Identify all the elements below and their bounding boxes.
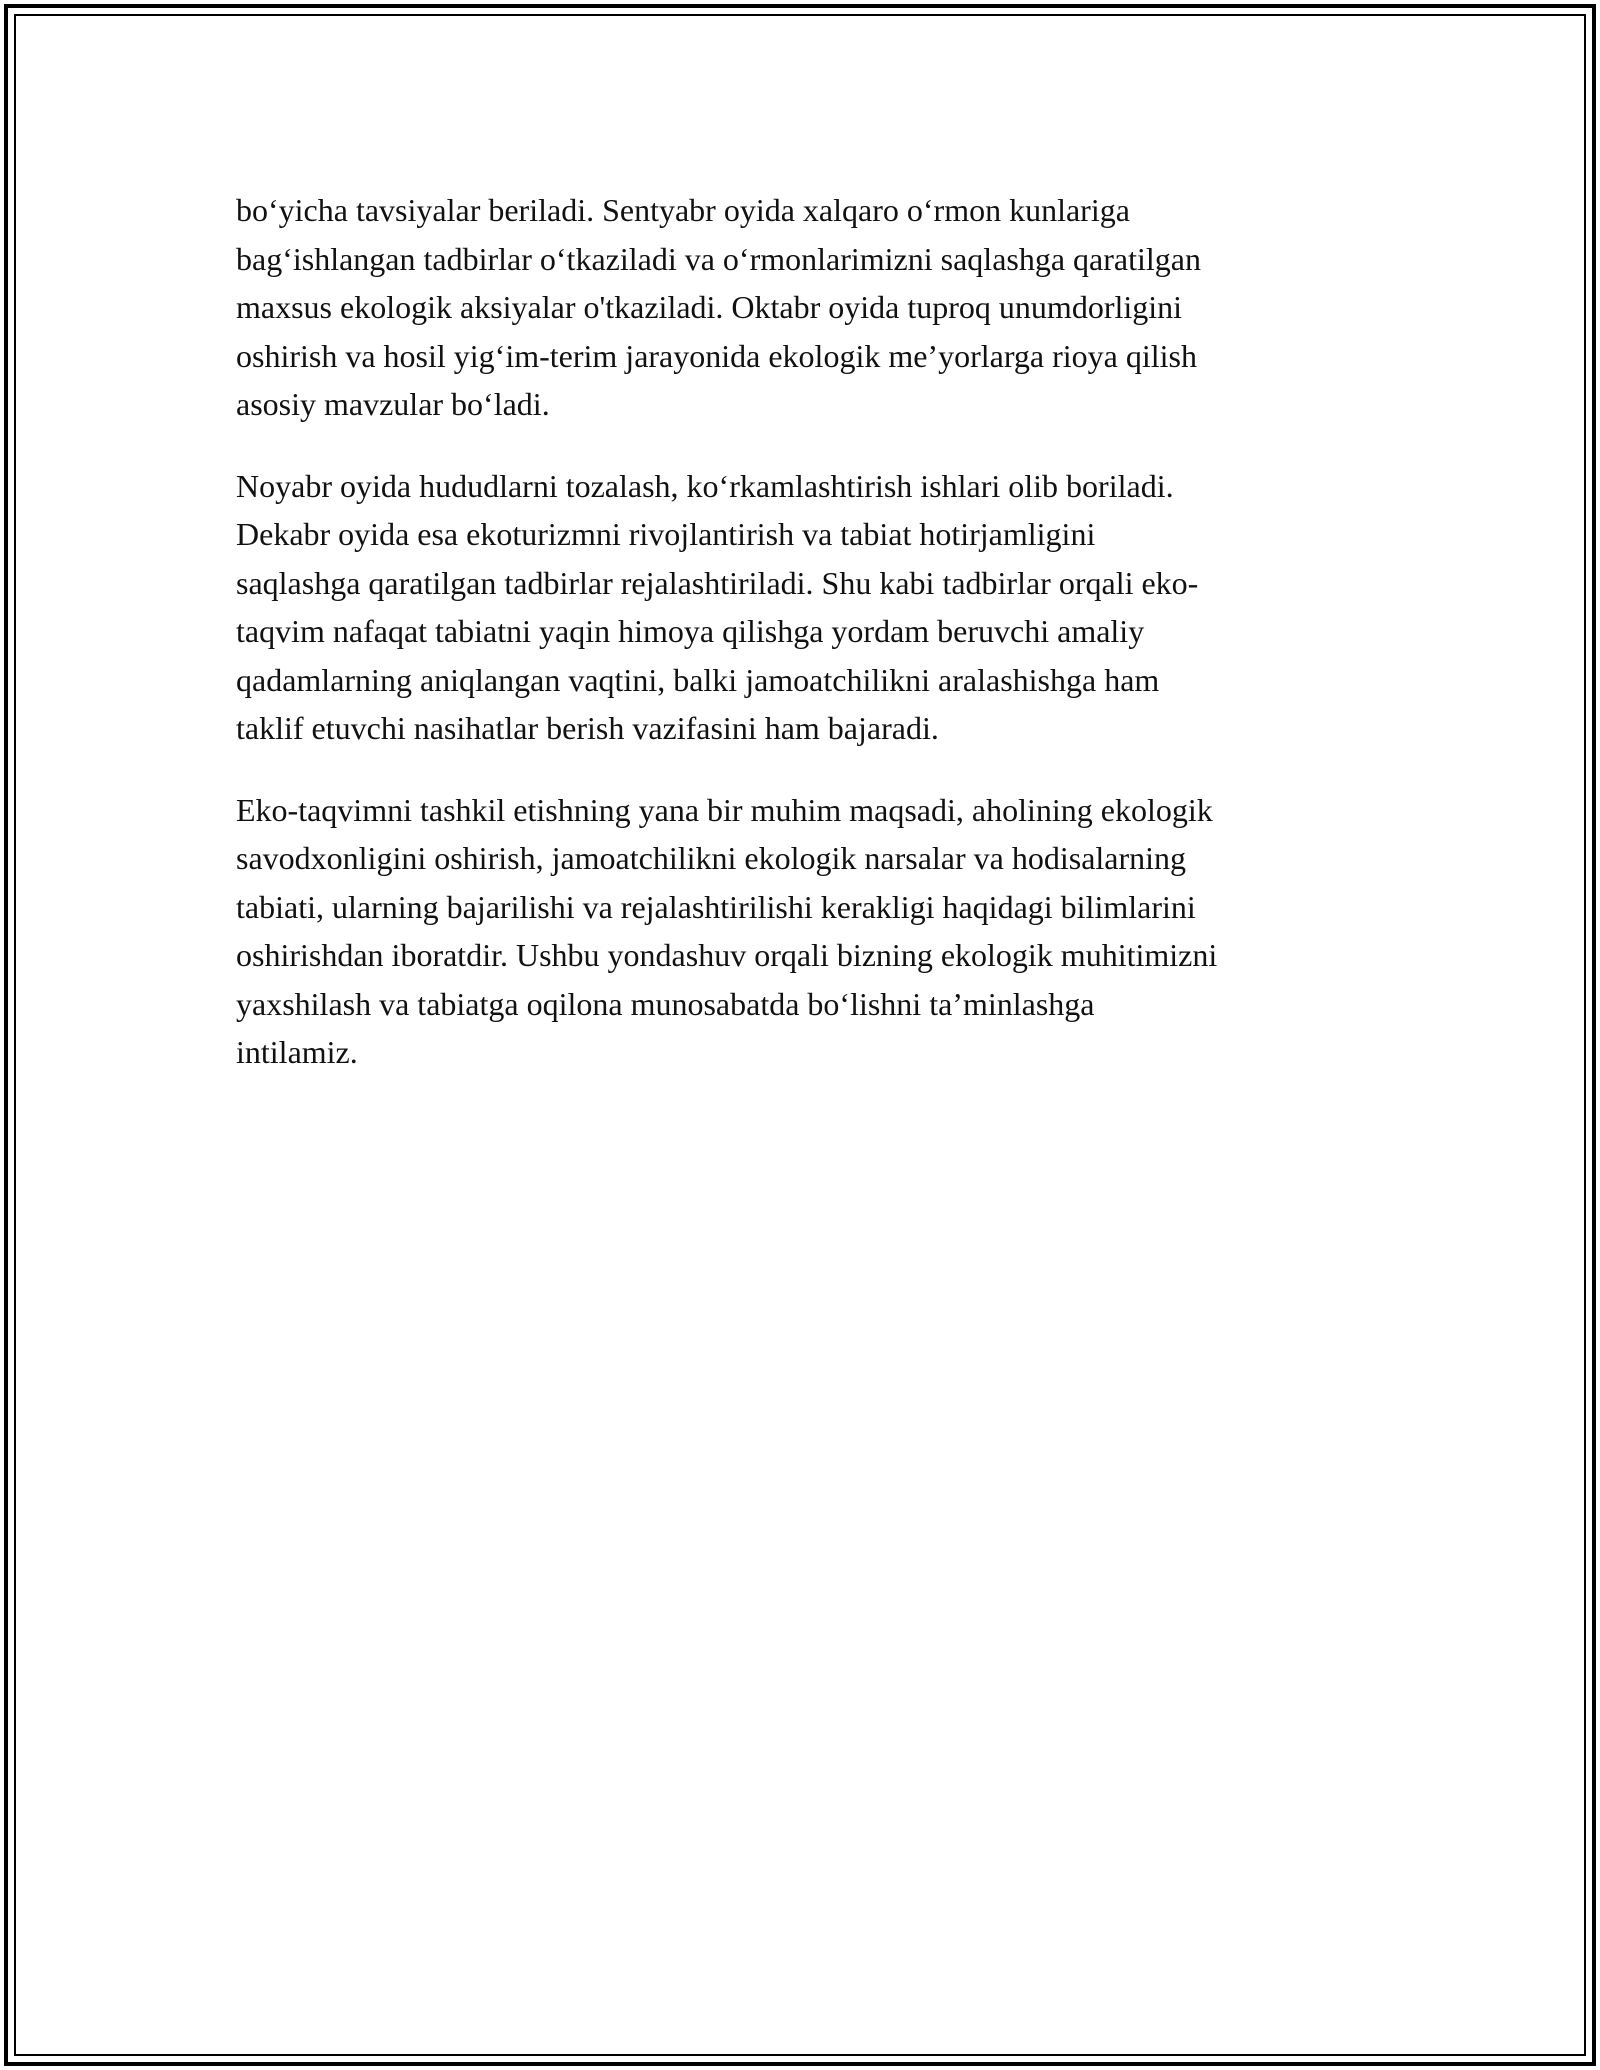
text-line: taklif etuvchi nasihatlar berish vazifasini ham bajaradi. [236,710,939,746]
text-line: Eko-taqvimni tashkil etishning yana bir muhim maqsadi, aholining ekologik [236,791,1213,828]
text-line: intilamiz. [236,1034,358,1070]
text-line: bo‘yicha tavsiyalar beriladi. Sentyabr oyida xalqaro o‘rmon kunlariga [236,192,1130,228]
text-line: savodxonligini oshirish, jamoatchilikni ekologik narsalar va hodisalarning [236,840,1187,876]
document-body [236,186,1366,1110]
text-line: saqlashga qaratilgan tadbirlar rejalashtiriladi. Shu kabi tadbirlar orqali eko- [236,564,1199,601]
text-line: Dekabr oyida esa ekoturizmni rivojlantirish va tabiat hotirjamligini [236,516,1096,552]
paragraph-1 [236,186,1366,429]
text-line: maxsus ekologik aksiyalar o'tkaziladi. Oktabr oyida tuproq unumdorligini [236,289,1183,325]
text-line: taqvim nafaqat tabiatni yaqin himoya qilishga yordam beruvchi amaliy [236,613,1145,649]
text-line: oshirishdan iboratdir. Ushbu yondashuv orqali bizning ekologik muhitimizni [236,937,1218,973]
text-line: Noyabr oyida hududlarni tozalash, ko‘rkamlashtirish ishlari olib boriladi. [236,467,1174,504]
paragraph-3 [236,786,1366,1077]
text-line: tabiati, ularning bajarilishi va rejalashtirilishi kerakligi haqidagi bilimlarini [236,888,1196,925]
paragraph-2 [236,462,1366,753]
text-line: oshirish va hosil yig‘im-terim jarayonida ekologik me’yorlarga rioya qilish [236,337,1197,374]
text-line: bag‘ishlangan tadbirlar o‘tkaziladi va o‘rmonlarimizni saqlashga qaratilgan [236,240,1201,277]
text-line: yaxshilash va tabiatga oqilona munosabatda bo‘lishni ta’minlashga [236,985,1095,1022]
text-line: qadamlarning aniqlangan vaqtini, balki jamoatchilikni aralashishga ham [236,661,1160,698]
text-line: asosiy mavzular bo‘ladi. [236,386,550,422]
